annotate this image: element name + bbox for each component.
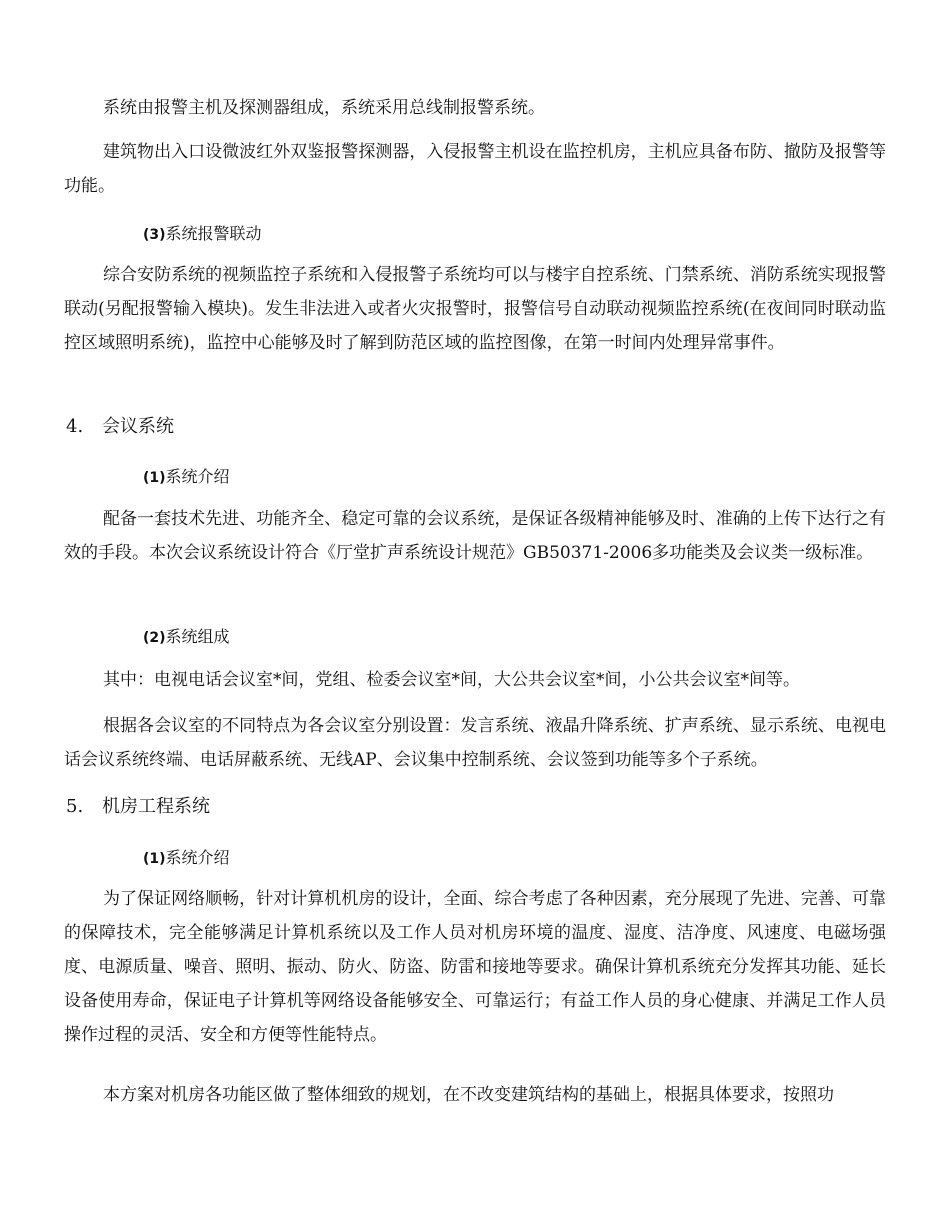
section-heading-conference xyxy=(66,414,174,440)
subheading-number: (2) xyxy=(143,630,166,646)
paragraph-meeting-rooms: 其中：电视电话会议室*间，党组、检委会议室*间，大公共会议室*间，小公共会议室*间等。 xyxy=(103,670,800,690)
paragraph-alarm-system: 系统由报警主机及探测器组成，系统采用总线制报警系统。 xyxy=(103,98,545,118)
subheading-text: 系统介绍 xyxy=(165,848,230,867)
paragraph-entrance-detectors: 建筑物出入口设微波红外双鉴报警探测器，入侵报警主机设在监控机房，主机应具备布防、撤防及报警等功能。 xyxy=(64,142,886,196)
subheading-text: 系统介绍 xyxy=(165,467,230,486)
subheading-number: (1) xyxy=(143,851,166,867)
section-number: 5. xyxy=(66,796,84,817)
paragraph-conference-intro: 配备一套技术先进、功能齐全、稳定可靠的会议系统，是保证各级精神能够及时、准确的上传下达行之有效的手段。本次会议系统设计符合《厅堂扩声系统设计规范》GB50371-2006多功能类及会议类一级标准。 xyxy=(64,509,886,563)
paragraph-subsystems: 根据各会议室的不同特点为各会议室分别设置：发言系统、液晶升降系统、扩声系统、显示系统、电视电话会议系统终端、电话屏蔽系统、无线AP、会议集中控制系统、会议签到功能等多个子系统。 xyxy=(64,716,886,770)
subheading-machine-room-intro xyxy=(143,846,230,871)
section-title: 会议系统 xyxy=(102,416,174,437)
section-title: 机房工程系统 xyxy=(102,796,210,817)
subheading-text: 系统报警联动 xyxy=(165,224,262,243)
paragraph-alarm-linkage: 综合安防系统的视频监控子系统和入侵报警子系统均可以与楼宇自控系统、门禁系统、消防系统实现报警联动(另配报警输入模块)。发生非法进入或者火灾报警时，报警信号自动联动视频监控系统(在夜间同时联动监控区域照明系统)，监控中心能够及时了解到防范区域的监控图像，在第一时间内处理异常事件。 xyxy=(64,265,886,353)
subheading-number: (1) xyxy=(143,470,166,486)
subheading-alarm-linkage xyxy=(143,222,262,247)
subheading-conference-composition xyxy=(143,625,230,650)
subheading-text: 系统组成 xyxy=(165,627,230,646)
paragraph-machine-room-intro: 为了保证网络顺畅，针对计算机机房的设计，全面、综合考虑了各种因素，充分展现了先进、完善、可靠的保障技术，完全能够满足计算机系统以及工作人员对机房环境的温度、湿度、洁净度、风速度、电磁场强度、电源质量、噪音、照明、振动、防火、防盗、防雷和接地等要求。确保计算机系统充分发挥其功能、延长设备使用寿命，保证电子计算机等网络设备能够安全、可靠运行；有益工作人员的身心健康、并满足工作人员操作过程的灵活、安全和方便等性能特点。 xyxy=(64,889,886,1045)
subheading-conference-intro xyxy=(143,465,230,490)
section-number: 4. xyxy=(66,416,84,437)
subheading-number: (3) xyxy=(143,227,166,243)
section-heading-machine-room xyxy=(66,794,210,820)
paragraph-machine-room-plan: 本方案对机房各功能区做了整体细致的规划，在不改变建筑结构的基础上，根据具体要求，按照功 xyxy=(103,1085,834,1105)
